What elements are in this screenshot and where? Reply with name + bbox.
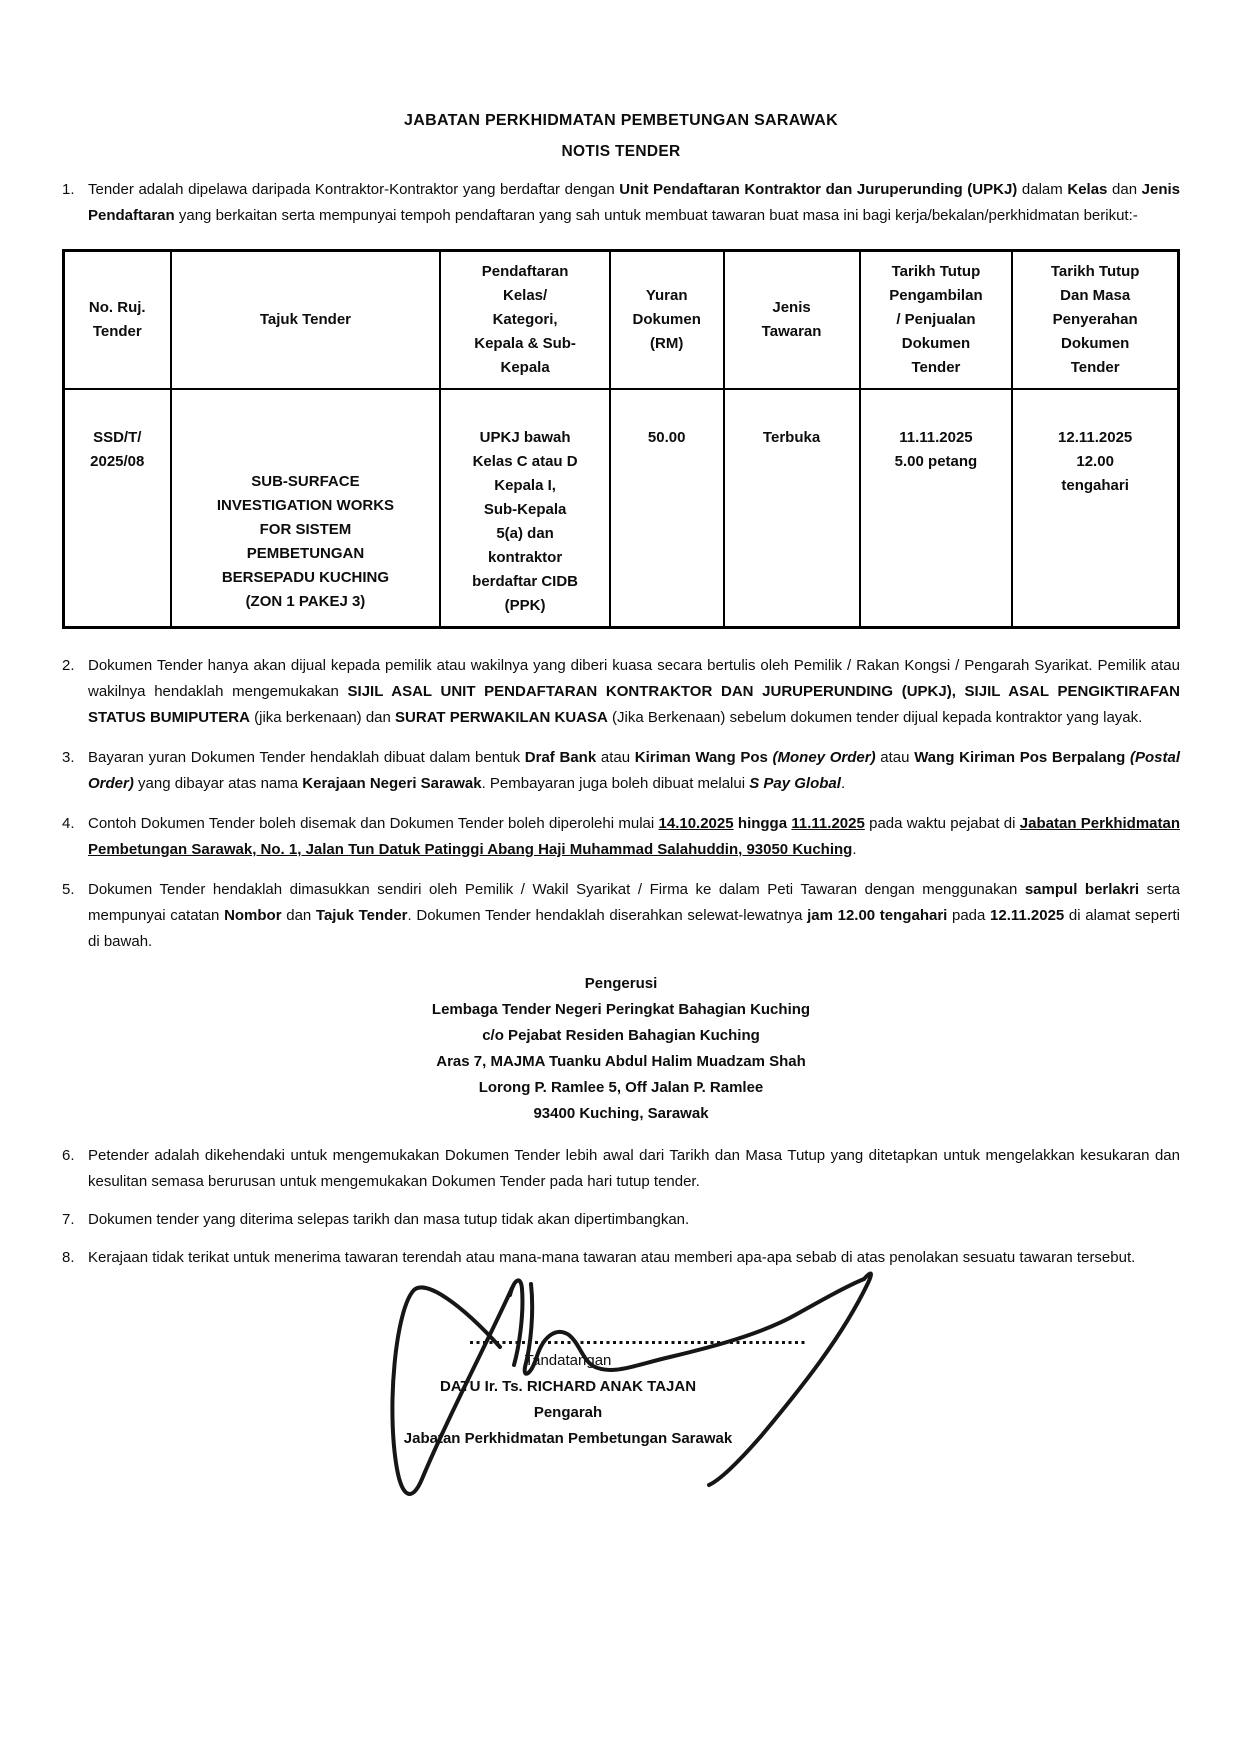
signature-text	[303, 1348, 833, 1452]
cell-tarikh-penyerahan: 12.11.2025 12.00 tengahari	[1012, 389, 1178, 628]
col-header-no-ruj: No. Ruj. Tender	[64, 251, 171, 390]
col-header-tajuk: Tajuk Tender	[171, 251, 441, 390]
cell-no-ruj: SSD/T/ 2025/08	[64, 389, 171, 628]
cell-yuran: 50.00	[610, 389, 724, 628]
cell-tarikh-pengambilan: 11.11.2025 5.00 petang	[860, 389, 1013, 628]
paragraph-6-number: 6.	[62, 1147, 75, 1164]
col-header-tarikh-pengambilan: Tarikh Tutup Pengambilan / Penjualan Dokumen Tender	[860, 251, 1013, 390]
signature-department: Jabatan Perkhidmatan Pembetungan Sarawak	[403, 1430, 733, 1447]
address-line-pengerusi: Pengerusi	[584, 975, 658, 992]
signature-block	[62, 1341, 1180, 1561]
signature-caption: Tandatangan	[524, 1352, 612, 1369]
paragraph-2	[62, 653, 1180, 731]
paragraph-2-number: 2.	[62, 657, 75, 674]
col-header-yuran: Yuran Dokumen (RM)	[610, 251, 724, 390]
table-header-row	[64, 251, 1179, 390]
paragraph-2-text: Dokumen Tender hanya akan dijual kepada pemilik atau wakilnya yang diberi kuasa secara bertulis oleh Pemilik / Rakan Kongsi / Pengarah Syarikat. Pemilik atau wakilnya hendaklah mengemukakan SIJIL ASAL UNIT PENDAFTARAN KONTRAKTOR DAN JURUPERUNDING (UPKJ), SIJIL ASAL PENGIKTIRAFAN STATUS BUMIPUTERA (jika berkenaan) dan SURAT PERWAKILAN KUASA (Jika Berkenaan) sebelum dokumen tender dijual kepada kontraktor yang layak.	[88, 657, 1181, 726]
col-header-pendaftaran: Pendaftaran Kelas/ Kategori, Kepala & Sub- Kepala	[440, 251, 609, 390]
address-line-lorong: Lorong P. Ramlee 5, Off Jalan P. Ramlee	[478, 1079, 764, 1096]
signature-name: DATU Ir. Ts. RICHARD ANAK TAJAN	[439, 1378, 697, 1395]
paragraph-5	[62, 877, 1180, 955]
signature-position: Pengarah	[533, 1404, 603, 1421]
tender-table	[62, 249, 1180, 629]
table-row	[64, 389, 1179, 628]
paragraph-4-number: 4.	[62, 815, 75, 832]
paragraph-3-number: 3.	[62, 749, 75, 766]
document-subtitle: NOTIS TENDER	[561, 143, 681, 160]
address-line-lembaga: Lembaga Tender Negeri Peringkat Bahagian Kuching	[431, 1001, 811, 1018]
paragraph-5-text: Dokumen Tender hendaklah dimasukkan sendiri oleh Pemilik / Wakil Syarikat / Firma ke dalam Peti Tawaran dengan menggunakan sampul berlakri serta mempunyai catatan Nombor dan Tajuk Tender. Dokumen Tender hendaklah diserahkan selewat-lewatnya jam 12.00 tengahari pada 12.11.2025 di alamat seperti di bawah.	[88, 881, 1181, 950]
paragraph-7-number: 7.	[62, 1211, 75, 1228]
paragraph-6	[62, 1143, 1180, 1195]
paragraph-3	[62, 745, 1180, 797]
document-title: JABATAN PERKHIDMATAN PEMBETUNGAN SARAWAK	[404, 112, 838, 129]
address-block	[62, 971, 1180, 1127]
col-header-jenis: Jenis Tawaran	[724, 251, 860, 390]
address-line-pejabat: c/o Pejabat Residen Bahagian Kuching	[482, 1027, 760, 1044]
paragraph-7-text: Dokumen tender yang diterima selepas tarikh dan masa tutup tidak akan dipertimbangkan.	[88, 1211, 690, 1228]
paragraph-4	[62, 811, 1180, 863]
paragraph-3-text: Bayaran yuran Dokumen Tender hendaklah dibuat dalam bentuk Draf Bank atau Kiriman Wang Pos (Money Order) atau Wang Kiriman Pos Berpalang (Postal Order) yang dibayar atas nama Kerajaan Negeri Sarawak. Pembayaran juga boleh dibuat melalui S Pay Global.	[88, 749, 1180, 792]
paragraph-4-text: Contoh Dokumen Tender boleh disemak dan Dokumen Tender boleh diperolehi mulai 14.10.2025 hingga 11.11.2025 pada waktu pejabat di Jabatan Perkhidmatan Pembetungan Sarawak, No. 1, Jalan Tun Datuk Patinggi Abang Haji Muhammad Salahuddin, 93050 Kuching.	[88, 815, 1180, 858]
cell-tajuk: SUB-SURFACE INVESTIGATION WORKS FOR SISTEM PEMBETUNGAN BERSEPADU KUCHING (ZON 1 PAKEJ 3)	[171, 389, 441, 628]
paragraph-8	[62, 1245, 1180, 1271]
col-header-tarikh-penyerahan: Tarikh Tutup Dan Masa Penyerahan Dokumen Tender	[1012, 251, 1178, 390]
address-line-poskod: 93400 Kuching, Sarawak	[533, 1105, 709, 1122]
address-line-aras: Aras 7, MAJMA Tuanku Abdul Halim Muadzam Shah	[436, 1053, 806, 1070]
signature-line	[470, 1341, 805, 1344]
cell-jenis: Terbuka	[724, 389, 860, 628]
paragraph-6-text: Petender adalah dikehendaki untuk mengemukakan Dokumen Tender lebih awal dari Tarikh dan Masa Tutup yang ditetapkan untuk mengelakkan kesukaran dan kesulitan semasa berurusan untuk mengemukakan Dokumen Tender pada hari tutup tender.	[88, 1147, 1180, 1190]
cell-pendaftaran: UPKJ bawah Kelas C atau D Kepala I, Sub-Kepala 5(a) dan kontraktor berdaftar CIDB (PPK)	[440, 389, 609, 628]
paragraph-1	[62, 177, 1180, 229]
paragraph-7	[62, 1207, 1180, 1233]
paragraph-1-number: 1.	[62, 181, 75, 198]
paragraph-5-number: 5.	[62, 881, 75, 898]
paragraph-8-text: Kerajaan tidak terikat untuk menerima tawaran terendah atau mana-mana tawaran atau memberi apa-apa sebab di atas penolakan sesuatu tawaran tersebut.	[88, 1249, 1136, 1266]
paragraph-8-number: 8.	[62, 1249, 75, 1266]
paragraph-1-text: Tender adalah dipelawa daripada Kontraktor-Kontraktor yang berdaftar dengan Unit Pendaftaran Kontraktor dan Juruperunding (UPKJ) dalam Kelas dan Jenis Pendaftaran yang berkaitan serta mempunyai tempoh pendaftaran yang sah untuk membuat tawaran buat masa ini bagi kerja/bekalan/perkhidmatan berikut:-	[88, 181, 1180, 224]
